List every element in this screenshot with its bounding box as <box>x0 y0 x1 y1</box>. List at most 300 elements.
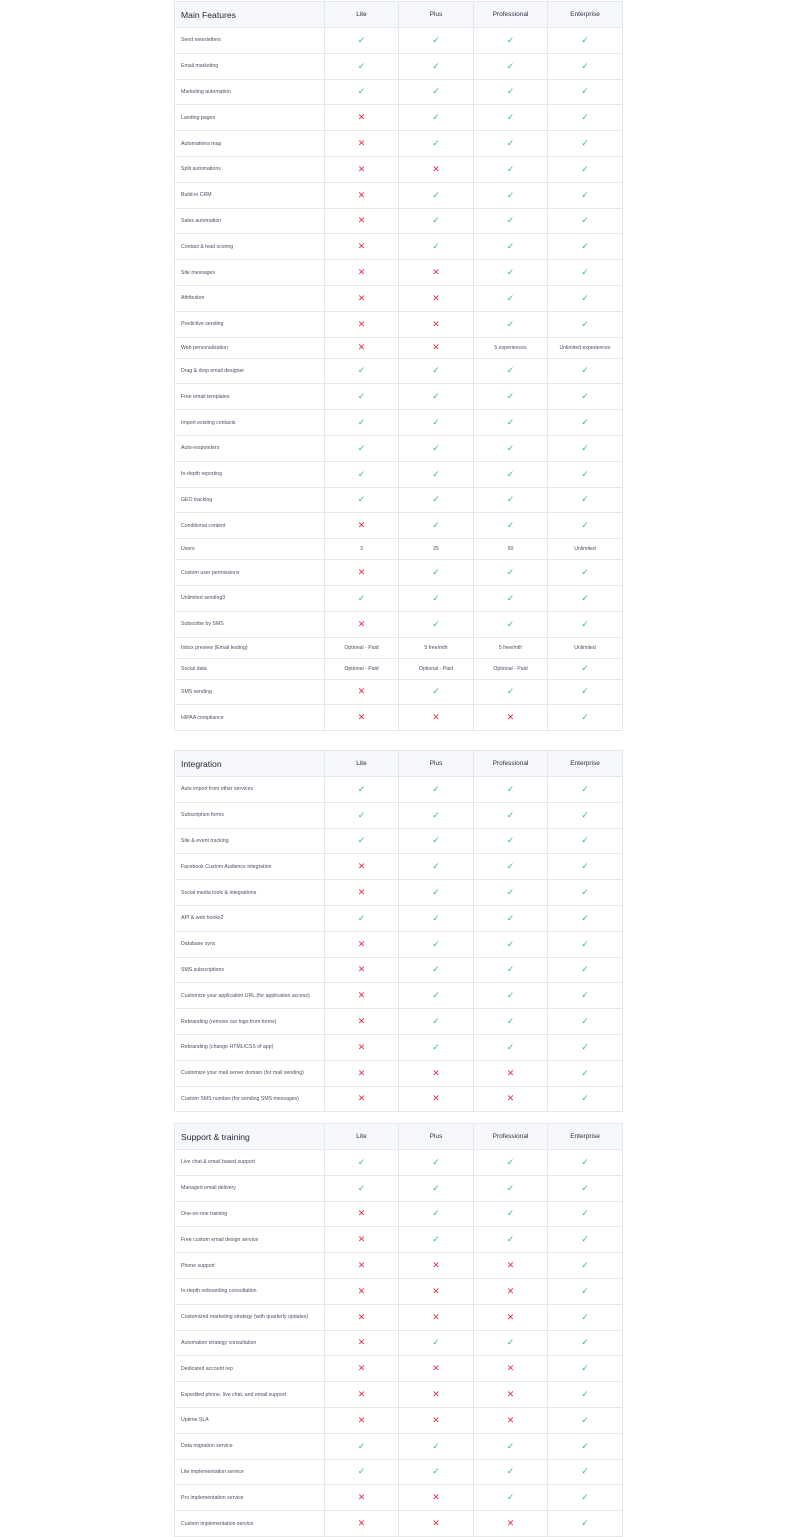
cross-icon: ✕ <box>357 1414 366 1425</box>
check-icon: ✓ <box>506 215 515 226</box>
check-icon: ✓ <box>432 494 440 505</box>
table-row <box>175 513 623 539</box>
feature-label: Pro implementation service <box>175 1485 325 1511</box>
check-icon: ✓ <box>581 267 589 278</box>
section-title: Main Features <box>175 2 325 28</box>
cell-lite <box>325 905 399 931</box>
feature-label: Web personalization <box>175 337 325 358</box>
feature-label: Customized marketing strategy (with quarterly updates) <box>175 1304 325 1330</box>
plan-enterprise-header: Enterprise <box>548 1124 623 1150</box>
cross-icon: ✕ <box>432 1363 440 1374</box>
check-icon: ✓ <box>506 318 515 329</box>
table-row <box>175 637 623 658</box>
cell-professional <box>474 1227 548 1253</box>
cell-enterprise <box>548 611 623 637</box>
check-icon: ✓ <box>432 189 440 200</box>
check-icon: ✓ <box>581 1234 589 1245</box>
check-icon: ✓ <box>581 964 589 975</box>
table-row <box>175 679 623 705</box>
cell-enterprise <box>548 182 623 208</box>
cross-icon: ✕ <box>432 1414 440 1425</box>
cell-value: Unlimited experiences <box>559 344 611 351</box>
check-icon: ✓ <box>432 468 440 479</box>
check-icon: ✓ <box>506 1337 515 1348</box>
check-icon: ✓ <box>506 442 515 453</box>
cell-plus <box>399 105 474 131</box>
check-icon: ✓ <box>581 318 589 329</box>
cell-lite <box>325 1382 399 1408</box>
feature-label: Uptime SLA <box>175 1407 325 1433</box>
check-icon: ✓ <box>506 783 515 794</box>
check-icon: ✓ <box>432 686 440 697</box>
table-row <box>175 585 623 611</box>
cell-professional <box>474 1433 548 1459</box>
feature-label: Contact & lead scoring <box>175 234 325 260</box>
cell-lite <box>325 182 399 208</box>
cell-enterprise <box>548 461 623 487</box>
feature-label: Automation strategy consultation <box>175 1330 325 1356</box>
check-icon: ✓ <box>506 592 515 603</box>
cross-icon: ✕ <box>357 618 366 629</box>
cell-lite <box>325 585 399 611</box>
cell-value: Unlimited <box>574 546 596 553</box>
feature-label: Database sync <box>175 931 325 957</box>
cell-enterprise <box>548 957 623 983</box>
check-icon: ✓ <box>432 938 440 949</box>
cell-professional <box>474 1356 548 1382</box>
table-header-row <box>175 2 623 28</box>
check-icon: ✓ <box>581 809 589 820</box>
cell-professional <box>474 931 548 957</box>
table-row <box>175 1356 623 1382</box>
cell-plus <box>399 1356 474 1382</box>
check-icon: ✓ <box>432 215 440 226</box>
cell-enterprise <box>548 285 623 311</box>
table-row <box>175 1382 623 1408</box>
cell-enterprise <box>548 983 623 1009</box>
cell-lite <box>325 1356 399 1382</box>
check-icon: ✓ <box>357 912 366 923</box>
cell-lite <box>325 1433 399 1459</box>
table-row <box>175 410 623 436</box>
check-icon: ✓ <box>506 417 515 428</box>
cross-icon: ✕ <box>357 1285 366 1296</box>
feature-label: Marketing automation <box>175 79 325 105</box>
check-icon: ✓ <box>506 686 515 697</box>
cross-icon: ✕ <box>432 1093 440 1104</box>
cell-professional <box>474 880 548 906</box>
cross-icon: ✕ <box>506 1260 515 1271</box>
feature-label: Social data <box>175 658 325 679</box>
cross-icon: ✕ <box>357 241 366 252</box>
feature-label: Custom SMS number (for sending SMS messages) <box>175 1086 325 1112</box>
table-row <box>175 1086 623 1112</box>
check-icon: ✓ <box>581 686 589 697</box>
check-icon: ✓ <box>357 1466 366 1477</box>
cell-lite <box>325 1201 399 1227</box>
cell-plus <box>399 1034 474 1060</box>
check-icon: ✓ <box>506 1041 515 1052</box>
cell-plus <box>399 1407 474 1433</box>
check-icon: ✓ <box>581 417 589 428</box>
cross-icon: ✕ <box>357 318 366 329</box>
cell-enterprise <box>548 260 623 286</box>
cell-enterprise <box>548 777 623 803</box>
check-icon: ✓ <box>432 1041 440 1052</box>
cell-lite <box>325 1459 399 1485</box>
check-icon: ✓ <box>506 1466 515 1477</box>
feature-label: Customize your application URL (for application access) <box>175 983 325 1009</box>
cross-icon: ✕ <box>357 990 366 1001</box>
check-icon: ✓ <box>581 663 589 674</box>
cell-professional <box>474 658 548 679</box>
support-training-section <box>174 1123 622 1537</box>
cell-professional <box>474 1034 548 1060</box>
cross-icon: ✕ <box>357 520 366 531</box>
table-row <box>175 1034 623 1060</box>
cell-professional <box>474 1407 548 1433</box>
check-icon: ✓ <box>432 442 440 453</box>
cross-icon: ✕ <box>357 292 366 303</box>
check-icon: ✓ <box>357 494 366 505</box>
cross-icon: ✕ <box>357 938 366 949</box>
check-icon: ✓ <box>581 1311 589 1322</box>
cell-professional <box>474 53 548 79</box>
check-icon: ✓ <box>506 241 515 252</box>
check-icon: ✓ <box>432 520 440 531</box>
feature-label: Send newsletters <box>175 28 325 54</box>
check-icon: ✓ <box>357 592 366 603</box>
check-icon: ✓ <box>581 1067 589 1078</box>
cell-plus <box>399 513 474 539</box>
cell-lite <box>325 777 399 803</box>
cell-plus <box>399 880 474 906</box>
cell-lite <box>325 931 399 957</box>
table-row <box>175 1433 623 1459</box>
check-icon: ✓ <box>357 835 366 846</box>
plan-plus-header: Plus <box>399 751 474 777</box>
table-row <box>175 705 623 731</box>
check-icon: ✓ <box>506 60 515 71</box>
table-row <box>175 1330 623 1356</box>
check-icon: ✓ <box>432 618 440 629</box>
cell-lite <box>325 285 399 311</box>
feature-label: Subscribe by SMS <box>175 611 325 637</box>
table-row <box>175 854 623 880</box>
check-icon: ✓ <box>432 1182 440 1193</box>
cell-enterprise <box>548 1150 623 1176</box>
cell-professional <box>474 358 548 384</box>
check-icon: ✓ <box>581 1389 589 1400</box>
table-row <box>175 1227 623 1253</box>
cell-enterprise <box>548 1227 623 1253</box>
cell-enterprise <box>548 1175 623 1201</box>
plan-enterprise-header: Enterprise <box>548 2 623 28</box>
table-row <box>175 358 623 384</box>
cell-plus <box>399 905 474 931</box>
table-row <box>175 105 623 131</box>
check-icon: ✓ <box>432 990 440 1001</box>
cell-professional <box>474 1382 548 1408</box>
cell-lite <box>325 1253 399 1279</box>
check-icon: ✓ <box>357 365 366 376</box>
cell-professional <box>474 637 548 658</box>
cell-plus <box>399 487 474 513</box>
check-icon: ✓ <box>581 520 589 531</box>
section-title: Integration <box>175 751 325 777</box>
cell-plus <box>399 931 474 957</box>
table-row <box>175 234 623 260</box>
cell-enterprise <box>548 208 623 234</box>
check-icon: ✓ <box>506 520 515 531</box>
table-row <box>175 28 623 54</box>
cell-professional <box>474 611 548 637</box>
cell-plus <box>399 234 474 260</box>
check-icon: ✓ <box>432 391 440 402</box>
cell-enterprise <box>548 705 623 731</box>
cell-plus <box>399 802 474 828</box>
cross-icon: ✕ <box>432 1067 440 1078</box>
table-row <box>175 53 623 79</box>
check-icon: ✓ <box>432 861 440 872</box>
check-icon: ✓ <box>506 1208 515 1219</box>
cell-plus <box>399 358 474 384</box>
cross-icon: ✕ <box>357 1208 366 1219</box>
cell-enterprise <box>548 311 623 337</box>
table-row <box>175 131 623 157</box>
cell-enterprise <box>548 105 623 131</box>
cell-enterprise <box>548 79 623 105</box>
feature-label: Rebranding (remove our logo from forms) <box>175 1009 325 1035</box>
check-icon: ✓ <box>581 1093 589 1104</box>
cell-lite <box>325 1034 399 1060</box>
table-row <box>175 285 623 311</box>
cell-enterprise <box>548 1356 623 1382</box>
cross-icon: ✕ <box>432 1260 440 1271</box>
cross-icon: ✕ <box>357 964 366 975</box>
cell-professional <box>474 828 548 854</box>
cell-professional <box>474 131 548 157</box>
feature-label: HIPAA compliance <box>175 705 325 731</box>
cell-value: Optional - Paid <box>344 644 379 651</box>
cell-lite <box>325 208 399 234</box>
check-icon: ✓ <box>506 267 515 278</box>
cell-plus <box>399 79 474 105</box>
cross-icon: ✕ <box>357 267 366 278</box>
cross-icon: ✕ <box>432 1518 440 1529</box>
feature-label: Custom implementation service <box>175 1511 325 1537</box>
check-icon: ✓ <box>432 1337 440 1348</box>
check-icon: ✓ <box>581 1414 589 1425</box>
cell-professional <box>474 384 548 410</box>
check-icon: ✓ <box>581 618 589 629</box>
check-icon: ✓ <box>506 1234 515 1245</box>
cell-enterprise <box>548 931 623 957</box>
check-icon: ✓ <box>581 34 589 45</box>
cell-enterprise <box>548 1253 623 1279</box>
cell-lite <box>325 1485 399 1511</box>
feature-label: Conditional content <box>175 513 325 539</box>
table-row <box>175 1407 623 1433</box>
cell-lite <box>325 79 399 105</box>
cell-professional <box>474 802 548 828</box>
table-row <box>175 1201 623 1227</box>
check-icon: ✓ <box>357 442 366 453</box>
table-row <box>175 560 623 586</box>
feature-label: Facebook Custom Audience integration <box>175 854 325 880</box>
cell-plus <box>399 539 474 560</box>
check-icon: ✓ <box>581 1337 589 1348</box>
cell-plus <box>399 285 474 311</box>
check-icon: ✓ <box>506 494 515 505</box>
cell-professional <box>474 1086 548 1112</box>
cell-plus <box>399 1201 474 1227</box>
cell-lite <box>325 1009 399 1035</box>
feature-label: Live chat & email based support <box>175 1150 325 1176</box>
feature-label: Free email templates <box>175 384 325 410</box>
cell-professional <box>474 1201 548 1227</box>
cell-plus <box>399 611 474 637</box>
check-icon: ✓ <box>506 567 515 578</box>
cell-professional <box>474 957 548 983</box>
cell-plus <box>399 585 474 611</box>
cell-enterprise <box>548 1330 623 1356</box>
feature-label: SMS subscriptions <box>175 957 325 983</box>
check-icon: ✓ <box>357 86 366 97</box>
cell-professional <box>474 705 548 731</box>
cell-enterprise <box>548 1459 623 1485</box>
cell-plus <box>399 208 474 234</box>
check-icon: ✓ <box>581 1182 589 1193</box>
check-icon: ✓ <box>506 938 515 949</box>
feature-label: GEO tracking <box>175 487 325 513</box>
cross-icon: ✕ <box>357 887 366 898</box>
cross-icon: ✕ <box>357 861 366 872</box>
cross-icon: ✕ <box>357 1389 366 1400</box>
cell-enterprise <box>548 156 623 182</box>
check-icon: ✓ <box>506 618 515 629</box>
cell-lite <box>325 337 399 358</box>
cell-lite <box>325 358 399 384</box>
cell-plus <box>399 131 474 157</box>
integration-section <box>174 750 622 1112</box>
check-icon: ✓ <box>432 912 440 923</box>
cross-icon: ✕ <box>357 1518 366 1529</box>
cross-icon: ✕ <box>506 1093 515 1104</box>
feature-label: Customize your mail server domain (for mail sending) <box>175 1060 325 1086</box>
feature-label: Split automations <box>175 156 325 182</box>
cell-plus <box>399 560 474 586</box>
cell-plus <box>399 435 474 461</box>
check-icon: ✓ <box>357 60 366 71</box>
cross-icon: ✕ <box>357 1363 366 1374</box>
cell-plus <box>399 957 474 983</box>
cell-lite <box>325 156 399 182</box>
cell-professional <box>474 461 548 487</box>
cell-value: 3 <box>360 546 363 553</box>
table-row <box>175 539 623 560</box>
feature-label: Social media tools & integrations <box>175 880 325 906</box>
table-row <box>175 435 623 461</box>
cell-enterprise <box>548 337 623 358</box>
cell-professional <box>474 311 548 337</box>
cross-icon: ✕ <box>357 686 366 697</box>
cell-lite <box>325 539 399 560</box>
cell-enterprise <box>548 1278 623 1304</box>
check-icon: ✓ <box>581 138 589 149</box>
cross-icon: ✕ <box>432 267 440 278</box>
main-features-section <box>174 1 622 731</box>
feature-label: Expedited phone, live chat, and email support <box>175 1382 325 1408</box>
check-icon: ✓ <box>506 86 515 97</box>
check-icon: ✓ <box>506 189 515 200</box>
feature-label: Custom user permissions <box>175 560 325 586</box>
check-icon: ✓ <box>432 964 440 975</box>
check-icon: ✓ <box>357 783 366 794</box>
cell-professional <box>474 854 548 880</box>
cell-professional <box>474 105 548 131</box>
check-icon: ✓ <box>581 112 589 123</box>
feature-label: Site messages <box>175 260 325 286</box>
cell-lite <box>325 435 399 461</box>
cell-value: 5 free/mth <box>424 644 448 651</box>
check-icon: ✓ <box>581 567 589 578</box>
cell-enterprise <box>548 234 623 260</box>
cell-lite <box>325 1511 399 1537</box>
check-icon: ✓ <box>581 1285 589 1296</box>
cell-lite <box>325 560 399 586</box>
check-icon: ✓ <box>357 1156 366 1167</box>
cross-icon: ✕ <box>357 1337 366 1348</box>
table-row <box>175 1485 623 1511</box>
check-icon: ✓ <box>506 964 515 975</box>
plan-plus-header: Plus <box>399 1124 474 1150</box>
cell-plus <box>399 854 474 880</box>
cross-icon: ✕ <box>506 1285 515 1296</box>
check-icon: ✓ <box>432 1208 440 1219</box>
check-icon: ✓ <box>581 835 589 846</box>
feature-label: Dedicated account rep <box>175 1356 325 1382</box>
check-icon: ✓ <box>432 365 440 376</box>
check-icon: ✓ <box>506 835 515 846</box>
check-icon: ✓ <box>432 417 440 428</box>
feature-label: Auto import from other services <box>175 777 325 803</box>
plan-enterprise-header: Enterprise <box>548 751 623 777</box>
check-icon: ✓ <box>581 241 589 252</box>
cell-plus <box>399 461 474 487</box>
cell-enterprise <box>548 1009 623 1035</box>
cell-lite <box>325 828 399 854</box>
cell-enterprise <box>548 131 623 157</box>
cell-professional <box>474 560 548 586</box>
check-icon: ✓ <box>506 887 515 898</box>
cell-professional <box>474 1459 548 1485</box>
feature-label: Automations map <box>175 131 325 157</box>
table-row <box>175 1278 623 1304</box>
cell-value: Optional - Paid <box>493 665 528 672</box>
cell-lite <box>325 1227 399 1253</box>
check-icon: ✓ <box>506 1016 515 1027</box>
cross-icon: ✕ <box>432 1492 440 1503</box>
check-icon: ✓ <box>581 1041 589 1052</box>
cell-enterprise <box>548 1086 623 1112</box>
cross-icon: ✕ <box>357 1311 366 1322</box>
cell-professional <box>474 1330 548 1356</box>
check-icon: ✓ <box>506 365 515 376</box>
cell-enterprise <box>548 905 623 931</box>
table-header-row <box>175 751 623 777</box>
check-icon: ✓ <box>432 1466 440 1477</box>
